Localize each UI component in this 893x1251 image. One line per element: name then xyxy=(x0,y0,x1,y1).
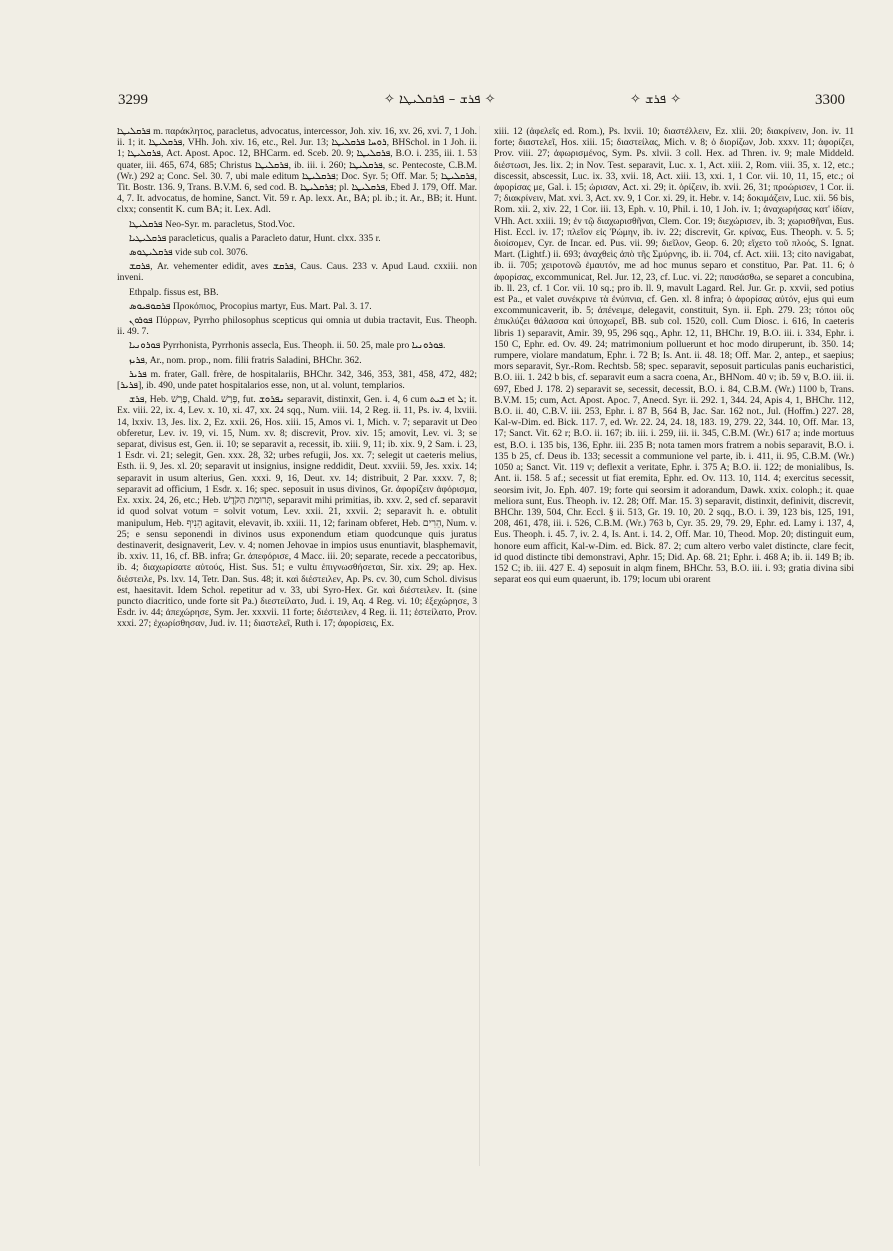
right-column xyxy=(494,126,854,588)
column-divider xyxy=(479,126,480,1166)
right-page-number: 3300 xyxy=(815,92,845,108)
entry-procopius: ܦܪܩܘܦܝܘܣ Προκόπιος, Procopius martyr, Eus. Mart. Pal. 3. 17. xyxy=(129,300,372,312)
entry-pyrrho: ܦܘܪܘܢ Πύρρων, Pyrrho philosophus scepticus qui omnia ut dubia tractavit, Eus. Theoph. ii. 49. 7. xyxy=(117,315,477,338)
left-column xyxy=(117,126,477,633)
left-page-number: 3299 xyxy=(118,92,148,108)
entry-neo-syriac-paracletus: ܦܪܩܠܝܛܐ Neo-Syr. m. paracletus, Stod.Voc. xyxy=(129,218,295,230)
entry-nom-prop: ܦܪܝܙ, Ar., nom. prop., nom. filii fratris Saladini, BHChr. 362. xyxy=(129,354,362,366)
entry-paracleticus: ܦܪܩܠܝܛܝܐ paracleticus, qualis a Paracleto datur, Hunt. clxx. 335 r. xyxy=(129,232,381,244)
entry-paracletus: ܦܪܩܠܝܛܐ m. παράκλητος, paracletus, advocatus, intercessor, Joh. xiv. 16, xv. 26, xvi. 7, 1 Joh. ii. 1; it. ܦܪܩܠܝܛܐ, VHh. Joh. xiv. 16, etc., Rel. Jur. 13; ܪܘܚܐ ܦܪܩܠܝܛܐ, BHSchol. in 1 Joh. ii. 1; ܦܪܩܠܝܛܐ, Act. Apost. Apoc. 12, BHCarm. ed. Sceb. 20. 9; ܦܪܩܠܝܛܐ, B.O. i. 235, iii. 1. 53 quater, iii. 465, 674, 685; Christus ܦܪܩܠܝܛܐ, ib. iii. i. 260; ܦܪܩܠܝܛܐ, sc. Pentecoste, C.B.M. (Wr.) 292 a; Conc. Sel. 30. 7, ubi male editum ܦܪܩܠܝܛܐ; Doc. Syr. 5; Off. Mar. 5; ܦܪܩܠܝܛܐ, Tit. Bostr. 136. 9, Trans. B.V.M. 6, sed cod. B. ܦܪܩܠܝܛܐ; pl. ܦܪܩܠܝܛܐ, Ebed J. 179, Off. Mar. 4, 7. It. advocatus, de homine, Sanct. Vit. 59 r. Ap. lexx. Ar., BA; pl. ib.; it. Ar., BB; it. Hunt. clxx; consentit K. cum BA; it. Lex. Adl. xyxy=(117,126,478,216)
entry-cross-reference: ܦܪܩܠܝܛܘܣ vide sub col. 3076. xyxy=(129,247,248,259)
entry-separavit-continued: xiii. 12 (ἀφελεῖς ed. Rom.), Ps. lxvii. 10; διαστέλλειν, Ez. xlii. 20; διακρίνειν, Jon. iv. 11 forte; διαστελεῖ, Hos. xiii. 15; διαστείλας, Mich. v. 8; ὁ διορίζων, Job. xxxv. 11; ἀφορίζει, Prov. viii. 27; ἀφωρισμένος, Sym. Ps. xlvii. 3 coll. Hex. ad Thren. iv. 9; male Middeld. διέστωσι, Jes. lix. 2; in Nov. Test. separavit, Luc. x. 1, Act. xiii. 2, Rom. viii. 35, x. 12, etc.; discessit, abscessit, Luc. ix. 33, xvii. 18, Act. xiii. 13, xxi. 1, 1 Cor. vii. 10, 11, 15, etc.; οἱ ἀφορίσας με, Gal. i. 15; ὡρισαν, Act. xi. 29; it. ὁρίζειν, ib. xvii. 26, 31; προώρισεν, 1 Cor. ii. 7; διακρίνειν, Mat. xvi. 3, Act. xv. 9, 1 Cor. xi. 29, it. Hebr. v. 14; δοκιμάζειν, Luc. xii. 56 bis, Rom. xii. 2, xiv. 22, 1 Cor. iii. 13, Eph. v. 10, Phil. i. 10, 1 Joh. iv. 1; ἀναχωρήσας κατ' ἰδίαν, VHh. Act. xxiii. 19; ἐν τῷ διαχωρισθῆναι, Clem. Cor. 19; διεχώρισεν, ib. 3; χωρισθῆναι, Eus. Hist. Eccl. iv. 17; πλεῖον εἰς Ῥώμην, ib. iv. 22; discrevit, Gr. κρίνας, Eus. Theoph. v. 5. 5; διοίσομεν, Cyr. de Incar. ed. Pus. vii. 99; διεῖλον, Geop. 6. 20; εἴχετο τοῦ πλοός, S. Ignat. Mart. (Lightf.) ii. 693; ἀναχθεὶς ἀπὸ τῆς Σμύρνης, ib. ii. 704, cf. Act. xiii. 13; cito navigabat, ib. ii. 705; χειροτονῶ ἐμαυτόν, me ad hoc munus separo et constituo, Par. Pat. 11. 6; ὁ ἀφορίσας, excommunicat, Rel. Jur. 12, 23, cf. Luc. vi. 22; παυσάσθω, se separet a concubina, ib. ll. 23, cf. 1 Cor. vii. 10 sq.; pro ib. ll. 9, mavult Lagard. Rel. Jur. Gr. p. xxvii, sed potius est Pa., et valet συνέκρινε τὰ ἐνύπνια, cf. Gen. xl. 8 infra; ὁ ἀφορίσας αὐτόν, ejus qui eum excommunicaverit, ib. 5; ἀπένειμε, delegavit, constituit, Syn. ii. Eph. 279. 23; τόποι οὓς ἐπικλύζει θάλασσα καὶ ὑποχωρεῖ, BB. sub col. 1520, coll. Cum Diosc. i. 616, In caeteris libris 1) separavit, Amir. 39, 95, 296 sqq., Aphr. 12, 11, BHChr. 19, B.O. iii. i. 334, Ephr. i. 150 C, Ephr. ed. Ov. 49. 24; matrimonium polluerunt et hoc modo diruperunt, ib. 350. 14; rumpere, violare mandatum, Ephr. i. 72 B; Is. Ant. ii. 48. 18; Off. Mar. 2, antep., et saepius; mors separavit, Syr.-Rom. Rechtsb. 58; spec. separavit, seposuit particulas panis eucharistici, B.O. iii. 1. 242 b bis, cf. separavit eum a sacra coena, Ar., BHNom. 40 v; ib. 59 v, B.O. iii. ii. 697, Ebed J. 178. 2) separavit se, secessit, decessit, B.O. i. 84, C.B.M. (Wr.) 1100 b, Trans. B.V.M. 15; cum, Act. Apost. Apoc. 7, Anecd. Syr. ii. 292. 1, 344. 24, Apis 4, 1, BHChr. 112, B.O. ii. 40, C.B.V. iii. 253, Ephr. i. 87 B, 564 B, Jac. Sar. 162 not., Jul. (Hoffm.) 227. 28, Kal-w-Dim. ed. Bick. 117. 7, ed. Wr. 22. 24, 24. 18, 183. 19, 279. 22, 344. 10, Off. Mar. 13, 17; Sanct. Vit. 62 r; B.O. ii. 167; ib. iii. i. 259, iii. ii. 345, C.B.M. (Wr.) 617 a; inde mortuus est, B.O. i. 135 bis, 136, Ephr. iii. 235 B; nota tamen mors fratrem a nobis separavit, B.O. i. 135 b 25, cf. Deus ib. 133; secessit a communione vel parte, ib. i. 411, ii. 95, C.B.M. (Wr.) 1050 a; Sanct. Vit. 119 v; deflexit a veritate, Ephr. i. 375 A; B.O. ii. 122; de monialibus, Is. Ant. ii. 158. 5 af.; secessit ut fiat eremita, Ephr. ed. Ov. 113. 10, 114. 4; exercitus secessit, seorsim ivit, Jo. Eph. 407. 19; forte qui seorsim it adorandum, Dawk. xxix. coloph.; it. quae meliora sunt, Eus. Theoph. iv. 12. 28; Off. Mar. 15. 3) separavit, distinxit, definivit, discrevit, BHChr. 139, 504, Chr. Eccl. § ii. 513, Gr. 19. 10, 20. 2 sqq., B.O. i. 39, 123 bis, 125, 191, 208, 461, 478, iii. i. 526, C.B.M. (Wr.) 763 b, Cyr. 35. 29, 79. 29, Ephr. ed. Lamy i. 137, 4, Eus. Theoph. i. 45. 7, iv. 2. 4, Is. Ant. i. 14. 2, Off. Mar. 10, Theod. Mop. 20; distinguit eum, honore eum afficit, Kal-w-Dim. ed. Bick. 87. 2; cum altero verbo valet distincte, clare fecit, id quod distincte tibi demonstravi, Aphr. 15; Did. Ap. 68. 21; Ephr. i. 468 A; ib. ii. 149 B; ib. 152 C; ib. iii. 427 E. 4) seposuit in alqm finem, BHChr. 53, B.O. iii. i. 93; gratia divina sibi separat eos qui eum quaerunt, ib. 179; locum ubi orarent xyxy=(494,126,854,586)
entry-vehementer: ܦܪܩܫ, Ar. vehementer edidit, aves ܦܪܩܫ, Caus. Caus. 233 v. Apud Laud. cxxiii. non inveni. xyxy=(117,261,477,284)
entry-frater: ܦܪܝܪ m. frater, Gall. frère, de hospitalariis, BHChr. 342, 346, 353, 381, 458, 472, 482; [ܦܪܝܪ], ib. 490, unde patet hospitalarios esse, non, ut al. volunt, templarios. xyxy=(117,368,477,392)
page-header xyxy=(118,92,845,114)
left-running-head: ✧ ܦܪܫ – ܦܪܩܠܝܛܐ ✧ xyxy=(384,92,496,107)
entry-pyrrhonista: ܦܘܪܘܢܝܐ Pyrrhonista, Pyrrhonis assecla, Eus. Theoph. ii. 50. 25, male pro ܦܘܪܘܢܝܐ. xyxy=(129,340,446,352)
entry-separavit: ܦܪܫ, Heb. פָּרַשׁ, Chald. פְּרַשׁ, fut. ܢܦܪܘܫ separavit, distinxit, Gen. i. 4, 6 cum ܒܝܬ et ܠ; it. Ex. viii. 22, ix. 4, Lev. x. 10, xi. 47, xx. 24 sqq., Num. viii. 14, 2 Reg. ii. 11, Ps. iv. 4, lxviii. 14, lxxiv. 13, Jes. lix. 2, Ez. xxii. 26, Hos. xiii. 15, Amos vi. 1, Mich. v. 7; separavit ut Deo obferetur, Lev. iv. 19, vi. 15, Num. xv. 8; discrevit, Prov. xiv. 15; amovit, Lev. vi. 3; se separat, divisus est, Gen. ii. 10; se separavit a, recessit, ib. xiii. 9, 11; ib. xix. 9, 2 Sam. i. 23, 1 Esdr. vi. 21; selegit, Gen. xxx. 28, 32; urbes refugii, Jos. xx. 7; selegit ut caeteris melius, Esth. ii. 9, Jes. xl. 20; separavit ut insignius, insigne reddidit, Deut. xxviii. 59, Jes. xxix. 14; separavit in usum alterius, Gen. xxxi. 9, 16, Deut. xv. 14; distribuit, 2 Par. xxxv. 7, 8; separavit ad officium, 1 Esdr. x. 16; spec. seposuit in usus divinos, Gr. ἀφορίζειν ἀφόρισμα, Ex. xxix. 24, 26, etc.; Heb. תְּרוּמַת הַקֹּדֶשׁ, separavit mihi primitias, ib. xxv. 2, sed cf. separavit id quod solvat votum = solvit votum, Lev. xxii. 21, xxvii. 2; separavit h. e. obtulit manipulum, Heb. הֵנִיף agitavit, elevavit, ib. xxiii. 11, 12; farinam obferet, Heb. הֵרִים, Num. v. 25; e sensu seponendi in divinos usus exponendum etiam quodcunque quis juratus destinaverit, designaverit, Lev. v. 4; nomen Jehovae in impios usus enuntiavit, blasphemavit, ib. xxiv. 11, 16, cf. BB. infra; Gr. ἀπεφόρισε, 4 Macc. iii. 20; separate, recede a peccatoribus, ib. 4; διαχωρίσατε αὐτούς, Hist. Sus. 51; e vultu ἐπιγνωσθήσεται, Sir. xix. 29; ap. Hex. διέστειλε, Ps. lxv. 14, Tetr. Dan. Sus. 48; it. καὶ διέστειλεν, Ap. Ps. cv. 30, cum Schol. divisus est, haesitavit. Idem Schol. repetitur ad v. 33, ubi Syro-Hex. Gr. καὶ διέστειλεν. It. (sine puncto diacritico, unde forte sit Pa.) διεστείλατο, Jud. i. 19, Aq. 4 Reg. vi. 10; ἐξεχώρησε, 3 Esdr. iv. 44; ἀπεχώρησε, Sym. Jer. xxxvii. 11 forte; διέστειλεν, 4 Reg. ii. 11; ἐστείλατο, Prov. xxxi. 27; ἐχωρίσθησαν, Jud. iv. 11; διαστελεῖ, Ruth i. 17; ἀφορίσεις, Ex. xyxy=(117,394,478,630)
right-running-head: ✧ ܦܪܫ ✧ xyxy=(630,92,682,107)
entry-ethpalp: Ethpalp. fissus est, BB. xyxy=(129,286,219,298)
